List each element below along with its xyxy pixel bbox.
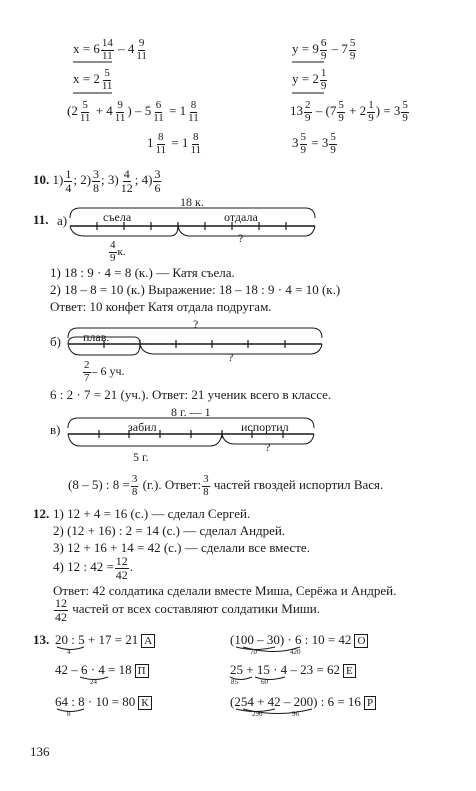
eq-y-line1: y = 9 $\frac{6}{9}$ – 7 $\frac{5}{9}$ bbox=[292, 37, 356, 62]
eq-x-check: (2 $\frac{5}{11}$ + 4 $\frac{9}{11}$ ) – 5 $\frac{6}{11}$ = 1 $\frac{8}{11}$ bbox=[67, 99, 199, 124]
eq-y-result: 3 $\frac{5}{9}$ = 3 $\frac{5}{9}$ bbox=[292, 131, 336, 156]
expr-6-sub-1: 296 bbox=[252, 710, 263, 718]
expr-5-sub-1: 85 bbox=[231, 678, 238, 686]
task-11a-step1: 1) 18 : 9 · 4 = 8 (к.) — Катя съела. bbox=[50, 265, 235, 280]
task-12-step2: 2) (12 + 16) : 2 = 14 (с.) — сделал Андрей. bbox=[53, 523, 286, 538]
expr-6-sub-2: 96 bbox=[292, 710, 299, 718]
expr-2-sub: 24 bbox=[90, 678, 97, 686]
task-12-number: 12. bbox=[33, 506, 50, 521]
eq-y-check: 13 $\frac{2}{9}$ – (7 $\frac{5}{9}$ + 2 $\frac{1}{9}$ ) = 3 $\frac{5}{9}$ bbox=[290, 99, 408, 124]
cipher-letter-k: К bbox=[138, 696, 151, 710]
eq-x-line1: x = 6 $\frac{14}{11}$ – 4 $\frac{9}{11}$ bbox=[73, 37, 147, 62]
task-11b-label: б) bbox=[50, 334, 61, 349]
task-13-expr-6: (254 + 42 – 200) : 6 = 16 Р bbox=[230, 695, 376, 710]
task-11a-step2: 2) 18 – 8 = 10 (к.) Выражение: 18 – 18 : 9 · 4 = 10 (к.) bbox=[50, 282, 341, 297]
expr-1-sub: 4 bbox=[67, 648, 71, 656]
expr-3-sub: 8 bbox=[67, 710, 71, 718]
task-12-step4: 4) 12 : 42 = $\frac{12}{42}$ . bbox=[53, 554, 134, 582]
task-13-expr-5: 25 + 15 · 4 – 23 = 62 Е bbox=[230, 663, 356, 678]
diagram-a-given: отдала bbox=[224, 210, 258, 224]
cipher-letter-o: О bbox=[354, 634, 368, 648]
diagram-b-question: ? bbox=[228, 350, 234, 364]
cipher-letter-r: Р bbox=[364, 696, 376, 710]
task-11-number: 11. bbox=[33, 212, 49, 227]
task-13-expr-4: (100 – 30) · 6 : 10 = 42 О bbox=[230, 633, 368, 648]
task-11b-step1: 6 : 2 · 7 = 21 (уч.). Ответ: 21 ученик всего в классе. bbox=[50, 387, 332, 402]
task-12-answer-line2: $\frac{12}{42}$ частей от всех составляют солдатики Миши. bbox=[55, 596, 320, 624]
diagram-a-total: 18 к. bbox=[180, 195, 204, 209]
task-11a-answer: Ответ: 10 конфет Катя отдала подругам. bbox=[50, 299, 272, 314]
task-11a-label: а) bbox=[57, 213, 68, 228]
diagram-b-total-question: ? bbox=[193, 317, 199, 331]
expr-4-sub-1: 70 bbox=[250, 648, 257, 656]
task-12-step3: 3) 12 + 16 + 14 = 42 (с.) — сделали все вместе. bbox=[53, 540, 310, 555]
task-12-step1: 1) 12 + 4 = 16 (с.) — сделал Сергей. bbox=[53, 506, 251, 521]
cipher-letter-a: А bbox=[141, 634, 155, 648]
diagram-c-question: ? bbox=[265, 440, 271, 454]
diagram-c-spoiled: испортил bbox=[241, 420, 289, 434]
diagram-a-question: ? bbox=[238, 231, 244, 245]
task-13-expr-1: 20 : 5 + 17 = 21 А bbox=[55, 633, 155, 648]
diagram-a-fraction: $\frac{4}{9}$ к. bbox=[110, 239, 126, 264]
task-13-number: 13. bbox=[33, 632, 50, 647]
diagram-a-eaten: съела bbox=[103, 210, 132, 224]
task-11c-label: в) bbox=[50, 422, 61, 437]
diagram-c-under: 5 г. bbox=[133, 450, 149, 464]
task-10: 10. 1) $\frac{1}{4}$ ; 2) $\frac{3}{8}$ ; 3) $\frac{4}{12}$ ; 4) $\frac{3}{6}$ bbox=[33, 167, 161, 195]
task-13-expr-2: 42 – 6 · 4 = 18 П bbox=[55, 663, 149, 678]
expr-5-sub-2: 60 bbox=[261, 678, 268, 686]
cipher-letter-p: П bbox=[135, 664, 149, 678]
task-11c-step1: (8 – 5) : 8 = $\frac{3}{8}$ (г.). Ответ: $\frac{3}{8}$ частей гвоздей испортил Вася. bbox=[68, 473, 384, 498]
diagram-b-fraction: $\frac{2}{7}$ – 6 уч. bbox=[84, 359, 125, 384]
task-12-answer-line1: Ответ: 42 солдатика сделали вместе Миша, Серёжа и Андрей. bbox=[53, 583, 397, 598]
diagram-c-nailed: забил bbox=[128, 420, 157, 434]
cipher-letter-e: Е bbox=[343, 664, 356, 678]
page-number: 136 bbox=[30, 744, 50, 759]
expr-4-sub-2: 420 bbox=[290, 648, 301, 656]
eq-y-line2: y = 2 $\frac{1}{9}$ bbox=[292, 67, 327, 92]
diagram-b-swim: плав. bbox=[83, 330, 110, 344]
eq-x-result: 1 $\frac{8}{11}$ = 1 $\frac{8}{11}$ bbox=[147, 131, 202, 156]
diagram-c-total: 8 г. — 1 bbox=[171, 405, 211, 419]
task-13-expr-3: 64 : 8 · 10 = 80 К bbox=[55, 695, 152, 710]
eq-x-line2: x = 2 $\frac{5}{11}$ bbox=[73, 67, 113, 92]
